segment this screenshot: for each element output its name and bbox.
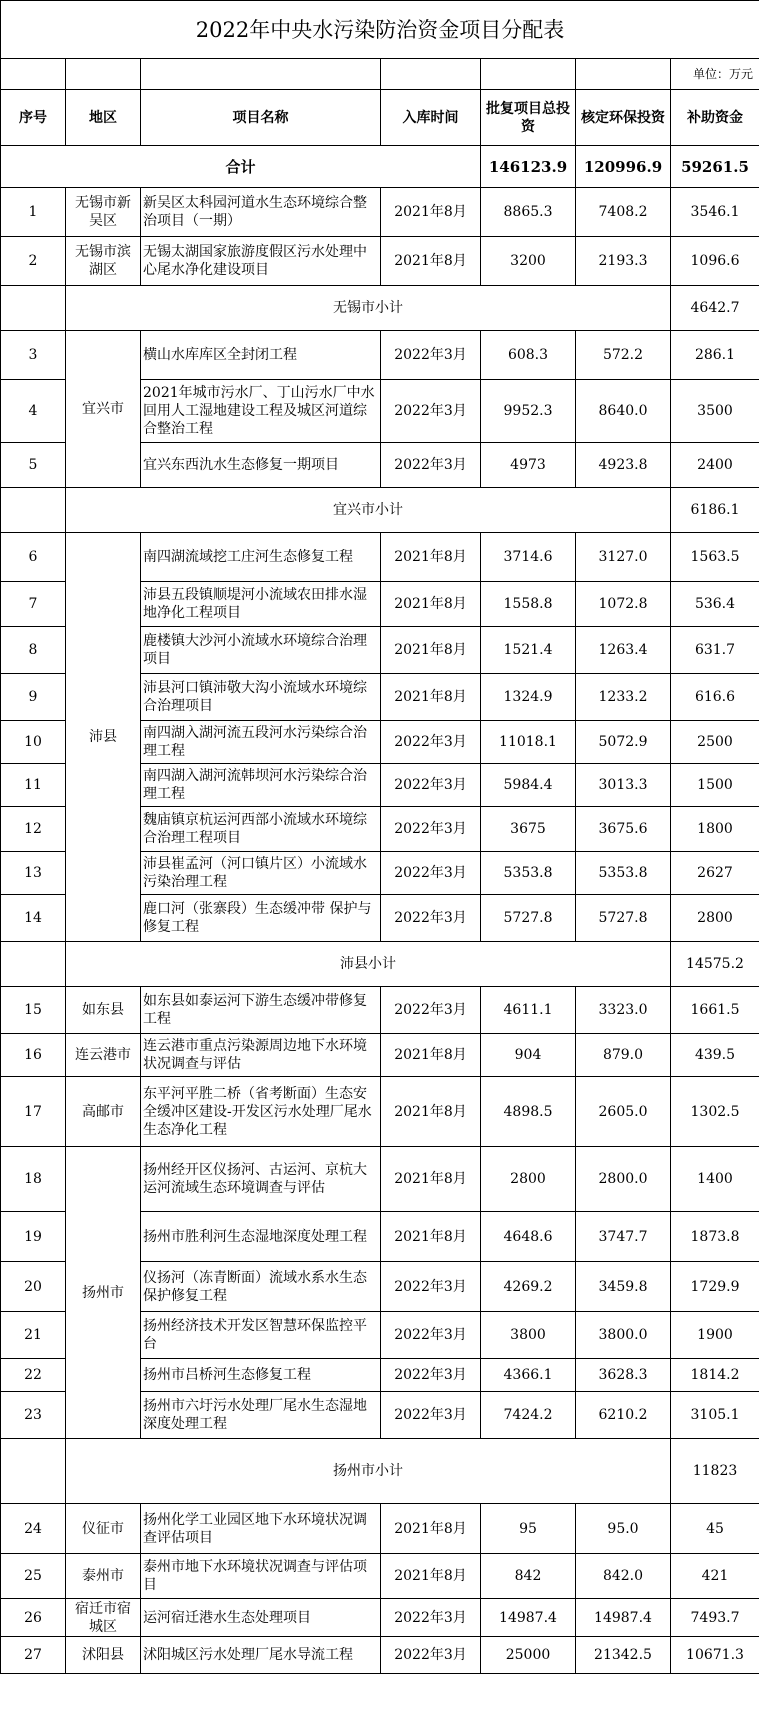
total-approved: 146123.9: [481, 146, 576, 188]
region-cell: 高邮市: [66, 1077, 141, 1147]
total-verified: 120996.9: [576, 146, 671, 188]
total-subsidy: 59261.5: [671, 146, 759, 188]
subtotal-label: 宜兴市小计: [66, 488, 671, 533]
region-cell: 如东县: [66, 987, 141, 1034]
header-region: 地区: [66, 90, 141, 146]
table-row: 6 沛县 南四湖流域挖工庄河生态修复工程 2021年8月 3714.6 3127.0 1563.5: [1, 533, 759, 582]
header-verified: 核定环保投资: [576, 90, 671, 146]
header-date: 入库时间: [381, 90, 481, 146]
subtotal-row: [1, 488, 759, 533]
table-row: 8 鹿楼镇大沙河小流域水环境综合治理项目 2021年8月 1521.4 1263.4 631.7: [1, 627, 759, 674]
unit-label: 单位：万元: [671, 59, 759, 90]
subtotal-row: [1, 1439, 759, 1504]
table-row: 20 仪扬河（冻青断面）流域水系水生态保护修复工程 2022年3月 4269.2 3459.8 1729.9: [1, 1262, 759, 1312]
region-cell: 扬州市: [66, 1147, 141, 1439]
table-row: 22 扬州市吕桥河生态修复工程 2022年3月 4366.1 3628.3 1814.2: [1, 1359, 759, 1392]
table-row: 25 泰州市 泰州市地下水环境状况调查与评估项目 2021年8月 842 842.0 421: [1, 1554, 759, 1599]
table-row: 2 无锡市滨湖区 无锡太湖国家旅游度假区污水处理中心尾水净化建设项目 2021年8月 3200 2193.3 1096.6: [1, 237, 759, 286]
subtotal-row: [1, 286, 759, 331]
subtotal-label: 无锡市小计: [66, 286, 671, 331]
table-row: 21 扬州经济技术开发区智慧环保监控平台 2022年3月 3800 3800.0 1900: [1, 1312, 759, 1359]
table-row: 1 无锡市新吴区 新吴区太科园河道水生态环境综合整治项目（一期） 2021年8月 8865.3 7408.2 3546.1: [1, 188, 759, 237]
table-row: 14 鹿口河（张寨段）生态缓冲带 保护与修复工程 2022年3月 5727.8 5727.8 2800: [1, 895, 759, 942]
subtotal-value: 14575.2: [671, 942, 759, 987]
table-row: 7 沛县五段镇顺堤河小流域农田排水湿地净化工程项目 2021年8月 1558.8 1072.8 536.4: [1, 582, 759, 627]
page-title: 2022年中央水污染防治资金项目分配表: [1, 1, 759, 59]
subtotal-label: 扬州市小计: [66, 1439, 671, 1504]
table-row: 15 如东县 如东县如泰运河下游生态缓冲带修复工程 2022年3月 4611.1 3323.0 1661.5: [1, 987, 759, 1034]
table-row: 13 沛县崔孟河（河口镇片区）小流域水污染治理工程 2022年3月 5353.8 5353.8 2627: [1, 852, 759, 895]
total-row: [1, 146, 759, 188]
header-subsidy: 补助资金: [671, 90, 759, 146]
table-row: 19 扬州市胜利河生态湿地深度处理工程 2021年8月 4648.6 3747.7 1873.8: [1, 1212, 759, 1262]
table-row: 23 扬州市六圩污水处理厂尾水生态湿地深度处理工程 2022年3月 7424.2 6210.2 3105.1: [1, 1392, 759, 1439]
table-row: 11 南四湖入湖河流韩坝河水污染综合治理工程 2022年3月 5984.4 3013.3 1500: [1, 764, 759, 807]
region-cell: 连云港市: [66, 1034, 141, 1077]
subtotal-label: 沛县小计: [66, 942, 671, 987]
table-row: 9 沛县河口镇沛敬大沟小流域水环境综合治理项目 2021年8月 1324.9 1233.2 616.6: [1, 674, 759, 721]
subtotal-value: 4642.7: [671, 286, 759, 331]
table-row: 24 仪征市 扬州化学工业园区地下水环境状况调查评估项目 2021年8月 95 95.0 45: [1, 1504, 759, 1554]
table-row: 5 宜兴东西氿水生态修复一期项目 2022年3月 4973 4923.8 2400: [1, 443, 759, 488]
region-cell: 无锡市新吴区: [66, 188, 141, 237]
region-cell: 宜兴市: [66, 331, 141, 488]
region-cell: 仪征市: [66, 1504, 141, 1554]
table-row: 12 魏庙镇京杭运河西部小流域水环境综合治理工程项目 2022年3月 3675 3675.6 1800: [1, 807, 759, 852]
region-cell: 无锡市滨湖区: [66, 237, 141, 286]
table-row: 16 连云港市 连云港市重点污染源周边地下水环境状况调查与评估 2021年8月 904 879.0 439.5: [1, 1034, 759, 1077]
table-row: 17 高邮市 东平河平胜二桥（省考断面）生态安全缓冲区建设-开发区污水处理厂尾水生态净化工程 2021年8月 4898.5 2605.0 1302.5: [1, 1077, 759, 1147]
header-row: [1, 90, 759, 146]
header-approved: 批复项目总投资: [481, 90, 576, 146]
table-row: 27 沭阳县 沭阳城区污水处理厂尾水导流工程 2022年3月 25000 21342.5 10671.3: [1, 1637, 759, 1674]
region-cell: 沭阳县: [66, 1637, 141, 1674]
region-cell: 泰州市: [66, 1554, 141, 1599]
header-project: 项目名称: [141, 90, 381, 146]
region-cell: 宿迁市宿城区: [66, 1599, 141, 1637]
subtotal-value: 6186.1: [671, 488, 759, 533]
header-seq: 序号: [1, 90, 66, 146]
table-row: 26 宿迁市宿城区 运河宿迁港水生态处理项目 2022年3月 14987.4 14987.4 7493.7: [1, 1599, 759, 1637]
table-row: 10 南四湖入湖河流五段河水污染综合治理工程 2022年3月 11018.1 5072.9 2500: [1, 721, 759, 764]
table-row: 4 2021年城市污水厂、丁山污水厂中水回用人工湿地建设工程及城区河道综合整治工程 2022年3月 9952.3 8640.0 3500: [1, 380, 759, 443]
table-row: 3 宜兴市 横山水库库区全封闭工程 2022年3月 608.3 572.2 286.1: [1, 331, 759, 380]
subtotal-value: 11823: [671, 1439, 759, 1504]
table-row: 18 扬州市 扬州经开区仪扬河、古运河、京杭大运河流域生态环境调查与评估 2021年8月 2800 2800.0 1400: [1, 1147, 759, 1212]
total-label: 合计: [1, 146, 481, 188]
subtotal-row: [1, 942, 759, 987]
region-cell: 沛县: [66, 533, 141, 942]
